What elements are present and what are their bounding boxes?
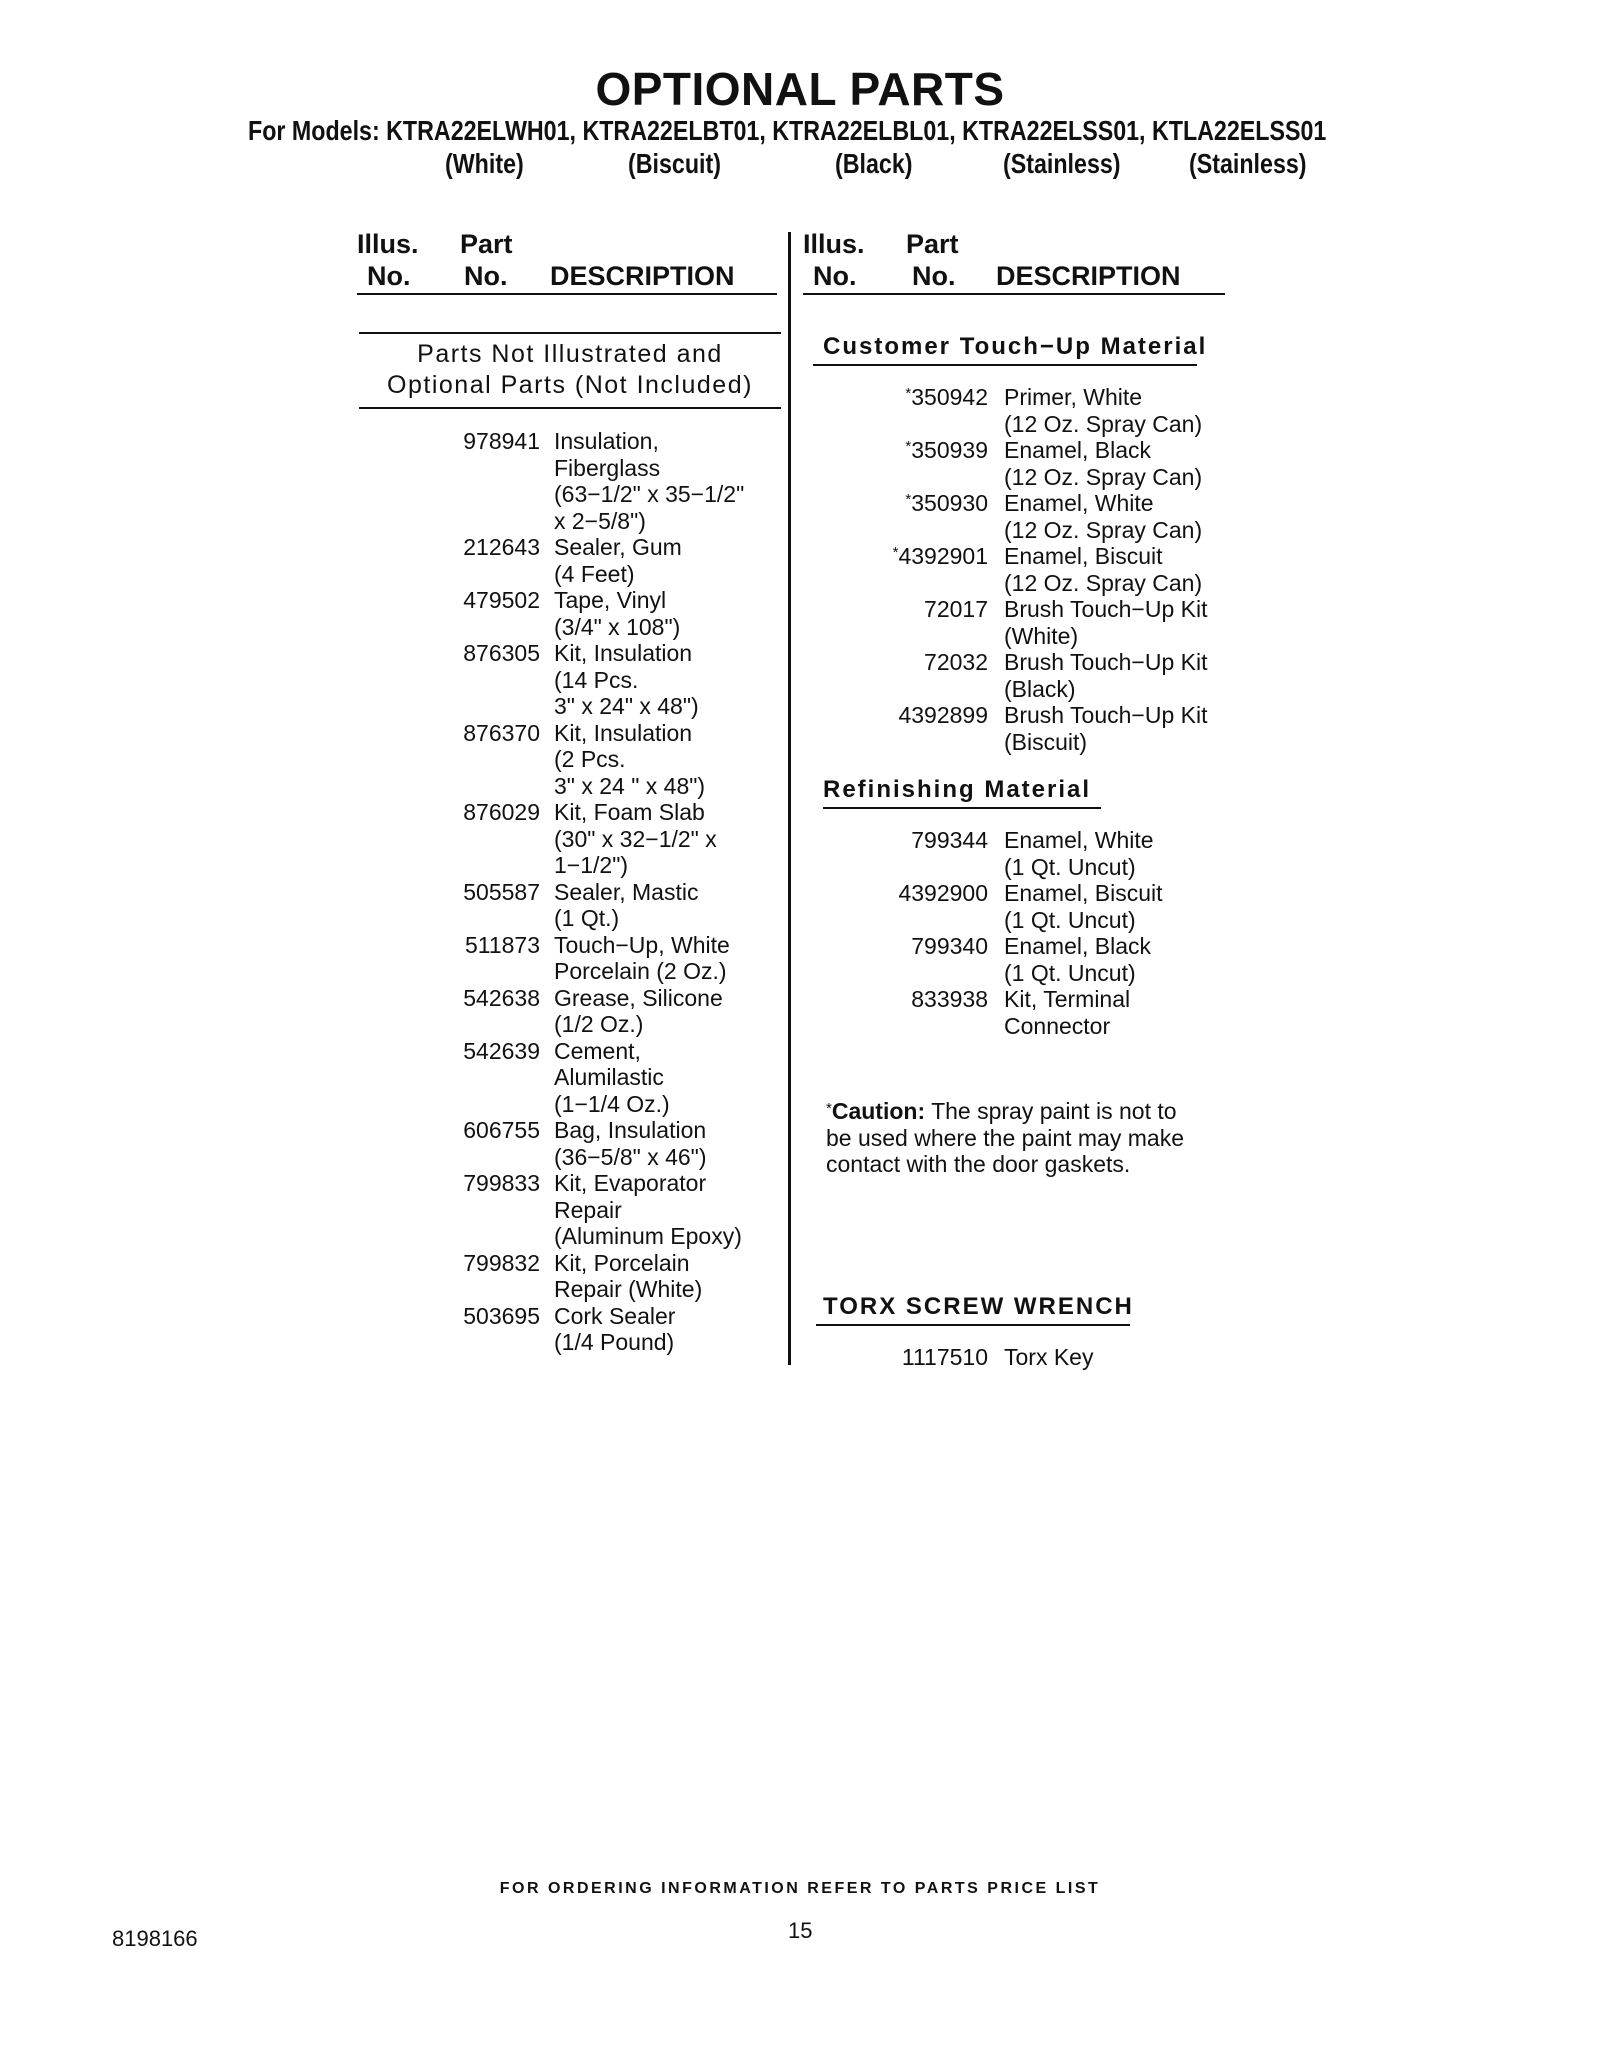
part-description: Kit, Evaporator Repair (Aluminum Epoxy): [554, 1170, 742, 1249]
part-number-value: 542638: [463, 984, 540, 1011]
part-number-value: 505587: [463, 878, 540, 905]
part-number-value: 799833: [463, 1170, 540, 1196]
part-number-value: 833938: [911, 986, 988, 1012]
right-illus-no-label: No.: [813, 261, 857, 291]
left-illus-no-label: No.: [367, 261, 411, 291]
touchup-part-row: [742, 490, 1264, 543]
part-description: Cement, Alumilastic (1−1/4 Oz.): [554, 1037, 670, 1117]
part-description: Brush Touch−Up Kit (White): [1004, 596, 1208, 649]
part-description: Tape, Vinyl (3/4" x 108"): [554, 587, 681, 640]
part-number: [742, 490, 988, 517]
part-number-value: 511873: [464, 931, 540, 958]
page-title: OPTIONAL PARTS: [595, 63, 1005, 115]
part-description: Enamel, Black (12 Oz. Spray Can): [1004, 437, 1203, 490]
part-number: [358, 1303, 540, 1330]
part-description: Enamel, Biscuit (12 Oz. Spray Can): [1004, 543, 1203, 596]
part-row: [358, 1038, 814, 1118]
left-description-label: DESCRIPTION: [550, 261, 735, 291]
touchup-part-row: [742, 543, 1264, 596]
caution-label: Caution:: [831, 1098, 926, 1124]
part-number-value: 350930: [911, 490, 988, 516]
touchup-part-row: [742, 384, 1264, 437]
touchup-section-rule: [813, 364, 1197, 366]
left-illus-label: Illus.: [357, 229, 419, 259]
caution-marker: *: [905, 438, 912, 455]
touchup-part-row: [742, 649, 1264, 702]
model-color-biscuit: (Biscuit): [628, 148, 721, 179]
part-number: [742, 543, 988, 570]
part-number: [742, 437, 988, 464]
model-color-stainless-2: (Stainless): [1189, 148, 1307, 179]
model-color-black: (Black): [835, 148, 913, 179]
refinishing-part-row: [742, 827, 1264, 880]
part-description: Grease, Silicone (1/2 Oz.): [554, 984, 723, 1037]
part-number: [742, 933, 988, 960]
part-description: Sealer, Gum (4 Feet): [554, 534, 682, 587]
part-number-value: 876029: [463, 799, 540, 825]
part-number: [358, 799, 540, 826]
part-description: Primer, White (12 Oz. Spray Can): [1004, 384, 1203, 437]
part-description: Kit, Insulation (14 Pcs. 3" x 24" x 48"): [554, 640, 699, 719]
caution-marker: *: [905, 385, 912, 402]
right-header-rule: [803, 293, 1225, 295]
caution-text: The spray paint is not to be used where the paint may make contact with the door gaskets.: [826, 1098, 1184, 1177]
part-number: [742, 384, 988, 411]
part-number-value: 799832: [463, 1249, 540, 1276]
part-number-value: 1117510: [901, 1344, 988, 1370]
refinishing-section-rule: [823, 807, 1101, 809]
part-number-value: 606755: [463, 1117, 540, 1143]
part-row: [358, 1250, 814, 1303]
part-number: [358, 720, 540, 747]
part-number-value: 350939: [911, 437, 988, 463]
part-number: [358, 587, 540, 614]
part-number-value: 72032: [924, 649, 988, 675]
caution-marker: *: [892, 544, 899, 561]
part-number: [742, 880, 988, 907]
part-description: Enamel, Black (1 Qt. Uncut): [1004, 933, 1152, 986]
part-row: [358, 1117, 814, 1170]
caution-asterisk: *: [826, 1100, 832, 1117]
right-description-label: DESCRIPTION: [996, 261, 1181, 291]
caution-marker: *: [905, 491, 912, 508]
part-number: [358, 534, 540, 561]
part-number: [358, 1117, 540, 1144]
touchup-section-title: Customer Touch−Up Material: [823, 333, 1208, 360]
part-number-value: 4392900: [898, 880, 988, 906]
torx-section-rule: [816, 1324, 1130, 1326]
refinishing-section-title: Refinishing Material: [823, 776, 1092, 803]
touchup-part-row: [742, 702, 1264, 755]
part-number: [358, 1250, 540, 1277]
refinishing-part-row: [742, 986, 1264, 1039]
part-description: Kit, Porcelain Repair (White): [554, 1249, 703, 1302]
part-number-value: 4392901: [898, 543, 988, 569]
left-header-rule: [357, 293, 777, 295]
part-number: [358, 640, 540, 667]
left-section-top-rule: [359, 332, 781, 334]
right-part-label: Part: [906, 229, 959, 259]
part-number-value: 799340: [911, 933, 988, 959]
part-number: [742, 827, 988, 854]
part-description: Insulation, Fiberglass (63−1/2" x 35−1/2" x 2−5/8"): [554, 428, 745, 534]
part-description: Brush Touch−Up Kit (Black): [1004, 649, 1208, 702]
part-description: Enamel, White (12 Oz. Spray Can): [1004, 490, 1203, 543]
left-section-title-line1: Parts Not Illustrated and: [417, 340, 723, 368]
touchup-part-row: [742, 596, 1264, 649]
part-description: Brush Touch−Up Kit (Biscuit): [1004, 702, 1208, 755]
refinishing-parts-list: [742, 827, 1264, 1039]
left-section-bottom-rule: [359, 407, 781, 409]
part-description: Kit, Foam Slab (30" x 32−1/2" x 1−1/2"): [554, 799, 717, 878]
ordering-note: FOR ORDERING INFORMATION REFER TO PARTS PRICE LIST: [499, 1880, 1101, 1897]
page-number: 15: [788, 1918, 813, 1943]
part-description: Enamel, Biscuit (1 Qt. Uncut): [1004, 880, 1163, 933]
touchup-part-row: [742, 437, 1264, 490]
part-description: Bag, Insulation (36−5/8" x 46"): [554, 1117, 707, 1170]
part-number-value: 876305: [463, 640, 540, 666]
part-number-value: 799344: [911, 827, 988, 853]
part-description: Cork Sealer (1/4 Pound): [554, 1302, 676, 1355]
model-color-white: (White): [445, 148, 524, 179]
part-number-value: 4392899: [898, 702, 988, 728]
part-description: Torx Key: [1004, 1344, 1094, 1370]
refinishing-part-row: [742, 880, 1264, 933]
part-number-value: 212643: [463, 534, 540, 560]
part-number: [742, 986, 988, 1013]
touchup-parts-list: [742, 384, 1264, 755]
part-number-value: 876370: [463, 719, 540, 746]
refinishing-part-row: [742, 933, 1264, 986]
part-number: [358, 428, 540, 455]
part-number: [358, 985, 540, 1012]
models-line: For Models: KTRA22ELWH01, KTRA22ELBT01, KTRA22ELBL01, KTRA22ELSS01, KTLA22ELSS01: [248, 115, 1327, 146]
caution-note: [826, 1098, 1206, 1178]
part-number-value: 350942: [911, 384, 988, 410]
part-number-value: 542639: [463, 1037, 540, 1064]
part-number: [358, 1170, 540, 1197]
model-color-stainless-1: (Stainless): [1003, 148, 1121, 179]
torx-section-title: TORX SCREW WRENCH: [823, 1293, 1134, 1320]
left-part-no-label: No.: [464, 261, 508, 291]
part-number-value: 503695: [463, 1302, 540, 1329]
part-number-value: 479502: [463, 587, 540, 613]
part-number: [358, 932, 540, 959]
torx-part-row: [742, 1344, 1264, 1371]
left-part-label: Part: [460, 229, 513, 259]
part-number: [358, 1038, 540, 1065]
part-number: [742, 596, 988, 623]
part-number: [358, 879, 540, 906]
part-number: [742, 702, 988, 729]
part-description: Touch−Up, White Porcelain (2 Oz.): [554, 931, 730, 984]
document-number: 8198166: [112, 1926, 198, 1951]
left-section-title-line2: Optional Parts (Not Included): [387, 371, 753, 399]
part-description: Sealer, Mastic (1 Qt.): [554, 878, 699, 931]
part-number: [742, 649, 988, 676]
part-description: Kit, Insulation (2 Pcs. 3" x 24 " x 48"): [554, 719, 706, 799]
part-number: [742, 1344, 988, 1371]
part-number-value: 72017: [924, 596, 988, 622]
torx-parts-list: [742, 1344, 1264, 1371]
part-number-value: 978941: [463, 428, 540, 454]
right-part-no-label: No.: [912, 261, 956, 291]
part-row: [358, 1170, 814, 1250]
part-description: Kit, Terminal Connector: [1004, 986, 1131, 1039]
right-illus-label: Illus.: [803, 229, 865, 259]
part-description: Enamel, White (1 Qt. Uncut): [1004, 827, 1154, 880]
